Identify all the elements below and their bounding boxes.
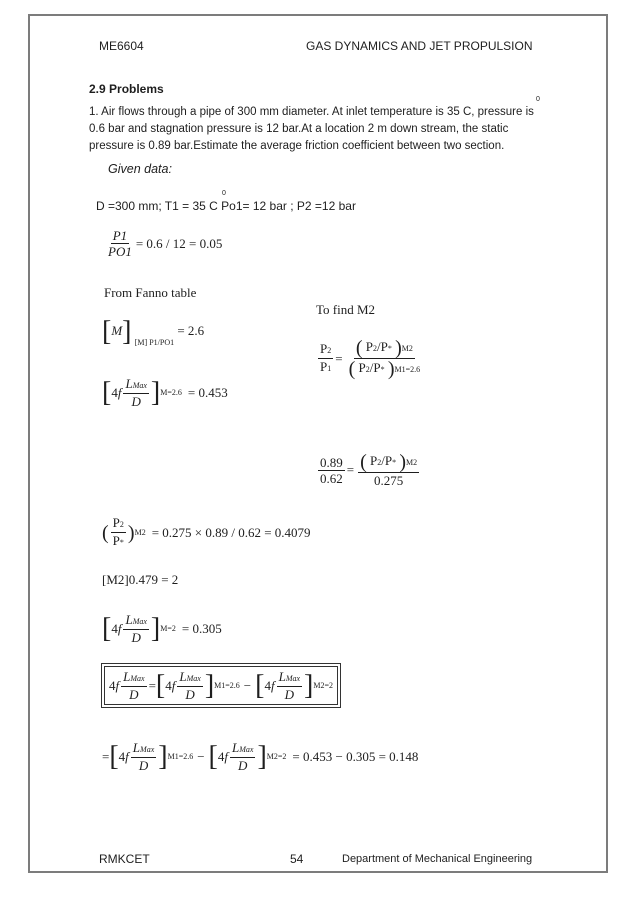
section-title: 2.9 Problems [89, 82, 164, 96]
eq-numeric-ratio: $\frac{0.89}{0.62}$ = $\frac{( P2/P* )M2}{0.275}$ [320, 451, 418, 489]
problem-line-3: pressure is 0.89 bar.Estimate the average friction coefficient between two section. [89, 140, 505, 152]
given-heading: Given data: [108, 162, 172, 176]
eq-friction-2: [ 4f $\frac{\text{LMax}}{D}$ ] M=2 = 0.305 [102, 612, 222, 645]
footer-college: RMKCET [99, 852, 150, 866]
page-number: 54 [290, 852, 304, 866]
eq-4f1-sub: M=2.6 [160, 388, 182, 397]
eq-final-rhs: = 0.453 − 0.305 = 0.148 [292, 748, 419, 764]
ratio-sub-1: M2 [401, 344, 413, 353]
eq1-rhs: = 0.6 / 12 = 0.05 [135, 235, 223, 251]
eq-ratio-p2-p1: $\frac{P2}{P1}$ = $\frac{( P2/P* )M2}{( P2/P* )M1=2.6}$ [320, 337, 421, 381]
eq-4f2-sub: M=2 [160, 624, 176, 633]
eq-boxed-difference: 4f $\frac{\text{LMax}}{D}$ = [ 4f $\frac{\text{LMax}}{D}$ ] M1=2.6 − [ 4f $\frac{\text{LMax}}{D}$ ] M2=2 [104, 666, 338, 705]
eq-p2-rhs: = 0.275 × 0.89 / 0.62 = 0.4079 [151, 524, 311, 540]
degree-mark: 0 [536, 96, 540, 103]
given-degree-mark: 0 [222, 190, 226, 197]
course-title: GAS DYNAMICS AND JET PROPULSION [306, 39, 533, 53]
eq-num-den2: 0.275 [373, 473, 404, 489]
eq-p2-pstar: ( $\frac{P2}{P*}$ ) M2 = 0.275 × 0.89 / 0.62 = 0.4079 [102, 515, 311, 548]
problem-line-2: 0.6 bar and stagnation pressure is 12 bar.At a location 2 m down stream, the static [89, 123, 509, 135]
eq-friction-1: [ 4f $\frac{\text{LMax}}{D}$ ] M=2.6 = 0.453 [102, 376, 228, 409]
given-line: D =300 mm; T1 = 35 C Po1= 12 bar ; P2 =12 bar [96, 199, 356, 213]
eq-pressure-ratio [104, 228, 222, 259]
eq-num-num: 0.89 [320, 454, 343, 470]
problem-line-1: 1. Air flows through a pipe of 300 mm diameter. At inlet temperature is 35 C, pressure is [89, 106, 534, 118]
eq1-num: P1 [112, 228, 128, 243]
eq-mach-lookup: [M] $_{[M] P1/PO1}$ = 2.6 [102, 316, 205, 347]
eq-m-sub: [M] P1/PO1 [134, 337, 175, 347]
footer-department: Department of Mechanical Engineering [342, 853, 533, 865]
course-code: ME6604 [99, 39, 144, 53]
eq-final-result: = [ 4f $\frac{\text{LMax}}{D}$ ] M1=2.6 − [ 4f $\frac{\text{LMax}}{D}$ ] M2=2 = 0.453 − 0.305 = 0.148 [102, 740, 419, 773]
eq-m-rhs: = 2.6 [177, 322, 205, 338]
eq-4f2-rhs: = 0.305 [181, 620, 222, 636]
eq-mach-2: [M2]0.479 = 2 [102, 572, 179, 587]
ratio-sub-2: M1=2.6 [394, 365, 421, 375]
fanno-table-label: From Fanno table [104, 285, 197, 300]
eq-num-den: 0.62 [320, 470, 343, 486]
problem-text [89, 104, 549, 155]
eq-4f1-rhs: = 0.453 [187, 384, 228, 400]
eq1-den: PO1 [108, 244, 132, 259]
to-find-label: To find M2 [316, 302, 376, 317]
